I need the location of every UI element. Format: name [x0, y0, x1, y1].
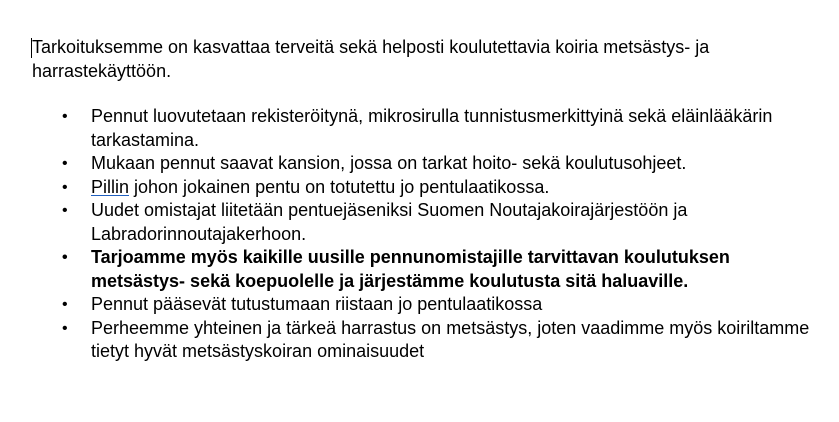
bullet-icon: •	[62, 319, 68, 337]
list-item	[32, 199, 822, 246]
list-item-text: Tarjoamme myös kaikille uusille pennunomistajille tarvittavan koulutuksen metsästys- sekä koepuolelle ja järjestämme koulutusta sitä haluaville.	[91, 247, 730, 291]
list-item-text: Uudet omistajat liitetään pentuejäseniksi Suomen Noutajakoirajärjestöön ja Labradorinnoutajakerhoon.	[91, 200, 688, 244]
intro-paragraph	[32, 36, 822, 83]
bullet-list	[32, 105, 822, 364]
bullet-icon: •	[62, 249, 68, 266]
text-cursor	[31, 38, 32, 58]
list-item	[32, 152, 822, 176]
document-body[interactable]	[32, 36, 822, 364]
list-item-text: johon jokainen pentu on totutettu jo pentulaatikossa.	[129, 176, 550, 197]
bullet-icon: •	[62, 178, 68, 196]
list-item-text: Mukaan pennut saavat kansion, jossa on tarkat hoito- sekä koulutusohjeet.	[91, 153, 687, 173]
list-item	[32, 293, 822, 317]
list-item-text: Perheemme yhteinen ja tärkeä harrastus on metsästys, joten vaadimme myös koiriltamme tietyt hyvät metsästyskoiran ominaisuudet	[91, 317, 810, 361]
bullet-icon: •	[62, 108, 68, 125]
list-item-text: Pennut luovutetaan rekisteröitynä, mikrosirulla tunnistusmerkittyinä sekä eläinlääkärin tarkastamina.	[91, 106, 773, 150]
list-item-bold	[32, 246, 822, 293]
bullet-icon: •	[62, 155, 68, 172]
bullet-icon: •	[62, 202, 68, 219]
list-item	[32, 176, 822, 200]
bullet-icon: •	[62, 296, 68, 313]
list-item	[32, 105, 822, 152]
intro-text: Tarkoituksemme on kasvattaa terveitä sekä helposti koulutettavia koiria metsästys- ja harrastekäyttöön.	[32, 37, 710, 81]
list-item-text: Pennut pääsevät tutustumaan riistaan jo pentulaatikossa	[91, 294, 543, 314]
spellcheck-flagged-word[interactable]: Pillin	[91, 176, 130, 197]
list-item	[32, 317, 822, 364]
